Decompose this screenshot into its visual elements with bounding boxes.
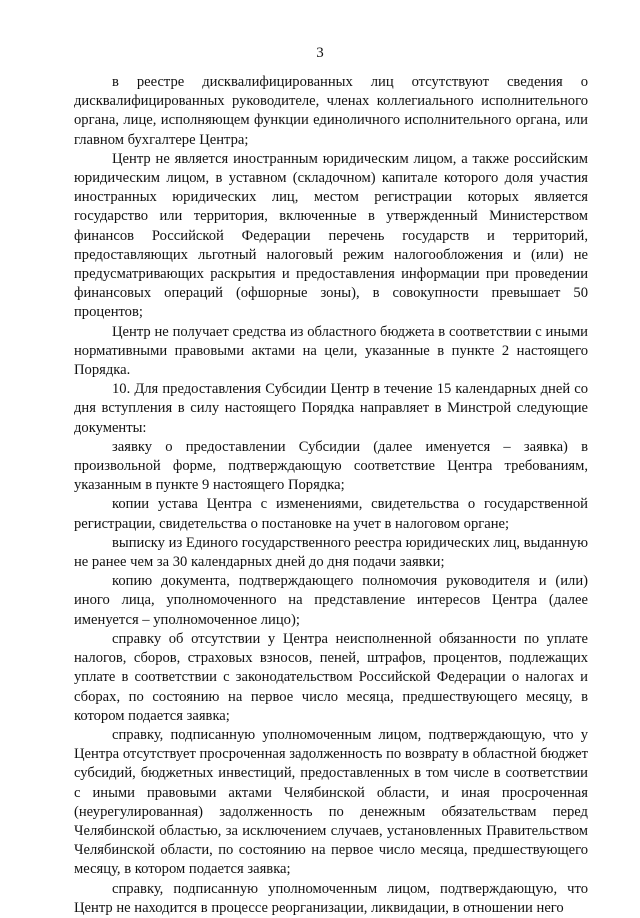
page-number: 3	[316, 45, 324, 61]
paragraph-subsidy-application: заявку о предоставлении Субсидии (далее именуется – заявка) в произвольной форме, подтверждающую соответствие Центра требованиям, указанным в пункте 9 настоящего Порядка;	[74, 438, 588, 494]
paragraph-reorganization-certificate: справку, подписанную уполномоченным лицом, подтверждающую, что Центр не находится в процессе реорганизации, ликвидации, в отношении него	[74, 880, 588, 916]
paragraph-charter-copies: копии устава Центра с изменениями, свидетельства о государственной регистрации, свидетельства о постановке на учет в налоговом органе;	[74, 496, 588, 532]
document-body	[74, 73, 588, 918]
paragraph-authority-document: копию документа, подтверждающего полномочия руководителя и (или) иного лица, уполномоченного на представление интересов Центра (далее именуется – уполномоченное лицо);	[74, 573, 588, 628]
paragraph-debt-certificate: справку, подписанную уполномоченным лицом, подтверждающую, что у Центра отсутствует просроченная задолженность по возврату в областной бюджет субсидий, бюджетных инвестиций, предоставленных в том числе в соответствии с иными правовыми актами Челябинской области, и иная просроченная (неурегулированная) задолженность по денежным обязательствам перед Челябинской областью, за исключением случаев, установленных Правительством Челябинской области, по состоянию на первое число месяца, предшествующего месяцу, в котором подается заявка;	[74, 726, 588, 878]
paragraph-item-10-documents: 10. Для предоставления Субсидии Центр в течение 15 календарных дней со дня вступления в силу настоящего Порядка направляет в Минстрой следующие документы:	[74, 381, 588, 436]
paragraph-tax-certificate: справку об отсутствии у Центра неисполненной обязанности по уплате налогов, сборов, страховых взносов, пеней, штрафов, процентов, подлежащих уплате в соответствии с законодательством Российской Федерации о налогах и сборах, по состоянию на первое число месяца, предшествующего месяцу, в котором подается заявка;	[74, 630, 588, 724]
paragraph-disqualified-registry: в реестре дисквалифицированных лиц отсутствуют сведения о дисквалифицированных руководителе, членах коллегиального исполнительного органа, лице, исполняющем функции единоличного исполнительного органа, или главном бухгалтере Центра;	[74, 74, 588, 148]
paragraph-not-foreign-entity: Центр не является иностранным юридическим лицом, а также российским юридическим лицом, в уставном (складочном) капитале которого доля участия иностранных юридических лиц, местом регистрации которых является государство или территория, включенные в утвержденный Министерством финансов Российской Федерации перечень государств и территорий, предоставляющих льготный налоговый режим налогообложения и (или) не предусматривающих раскрытия и предоставления информации при проведении финансовых операций (офшорные зоны), в совокупности превышает 50 процентов;	[74, 150, 588, 321]
paragraph-registry-extract: выписку из Единого государственного реестра юридических лиц, выданную не ранее чем за 30 календарных дней до дня подачи заявки;	[74, 534, 588, 571]
paragraph-no-regional-budget-funds: Центр не получает средства из областного бюджета в соответствии с иными нормативными правовыми актами на цели, указанные в пункте 2 настоящего Порядка.	[74, 323, 588, 379]
